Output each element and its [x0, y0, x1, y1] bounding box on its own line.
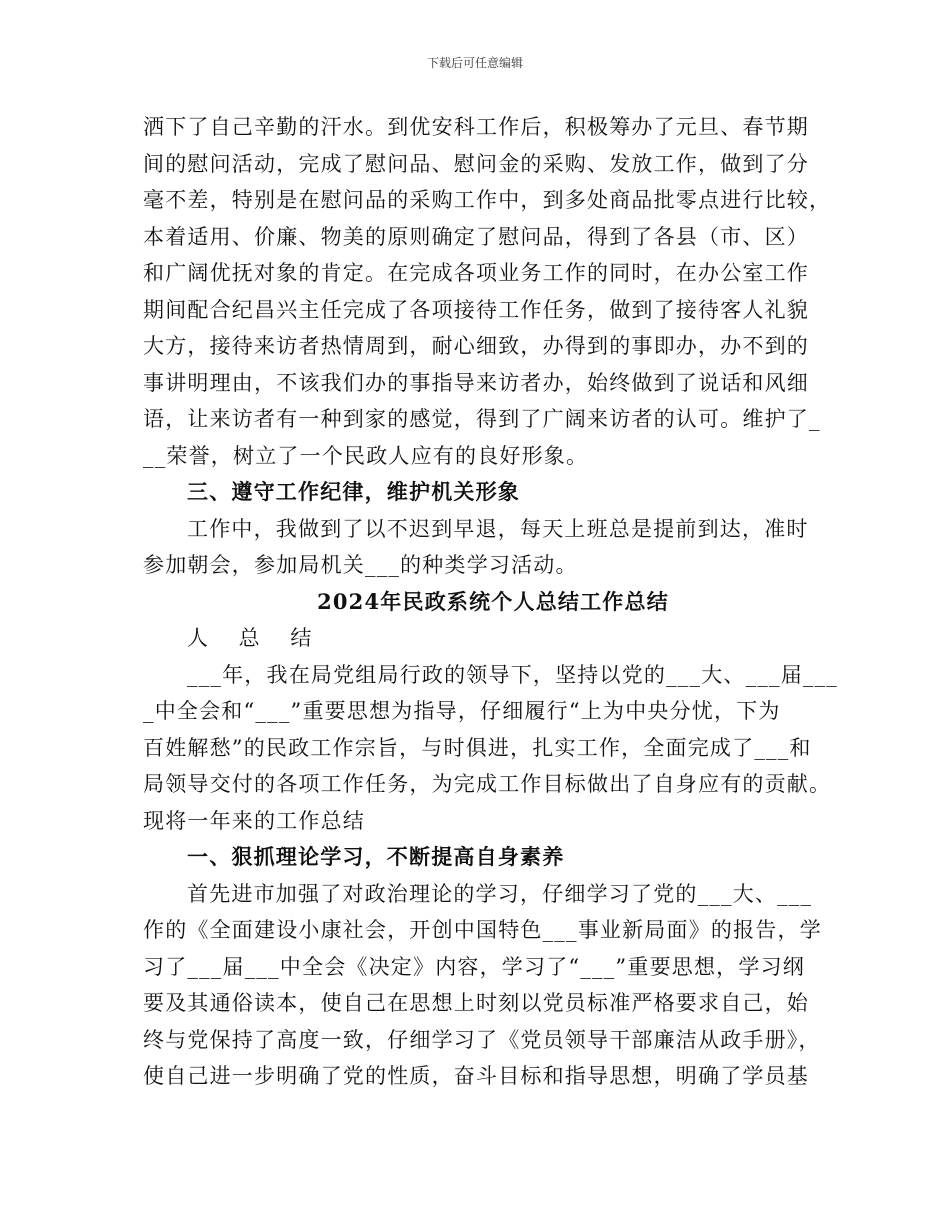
body-line: 大方，接待来访者热情周到，耐心细致，办得到的事即办，办不到的	[143, 334, 809, 358]
body-line: 事讲明理由，不该我们办的事指导来访者办，始终做到了说话和风细	[143, 370, 809, 395]
body-line: 作的《全面建设小康社会，开创中国特色___事业新局面》的报告，学	[143, 918, 822, 942]
header-note: 下载后可任意编辑	[426, 56, 523, 70]
document-title: 2024年民政系统个人总结工作总结	[317, 588, 669, 614]
body-line: 现将一年来的工作总结	[143, 808, 365, 833]
body-line: 局领导交付的各项工作任务，为完成工作目标做出了自身应有的贡献。	[143, 772, 832, 796]
body-line: 语，让来访者有一种到家的感觉，得到了广阔来访者的认可。维护了_	[143, 407, 821, 431]
body-line: 洒下了自己辛勤的汗水。到优安科工作后，积极筹办了元旦、春节期	[143, 115, 809, 139]
body-line: 百姓解愁”的民政工作宗旨，与时俱进，扎实工作，全面完成了___和	[143, 735, 812, 760]
section-heading: 三、遵守工作纪律，维护机关形象	[187, 479, 520, 504]
body-line: 使自己进一步明确了党的性质，奋斗目标和指导思想，明确了学员基	[143, 1064, 809, 1088]
document-body	[143, 109, 838, 1095]
body-line: 毫不差，特别是在慰问品的采购工作中，到多处商品批零点进行比较，	[143, 188, 832, 212]
body-line: 和广阔优抚对象的肯定。在完成各项业务工作的同时，在办公室工作	[143, 261, 809, 285]
body-line: 间的慰问活动，完成了慰问品、慰问金的采购、发放工作，做到了分	[143, 151, 809, 176]
body-line: 本着适用、价廉、物美的原则确定了慰问品，得到了各县（市、区）	[143, 224, 809, 249]
subtitle-line: 人 总 结	[187, 626, 324, 650]
body-line: 首先进市加强了对政治理论的学习，仔细学习了党的___大、___	[187, 881, 813, 906]
body-line: 工作中，我做到了以不迟到早退，每天上班总是提前到达，准时	[187, 516, 809, 541]
body-line: _中全会和“___”重要思想为指导，仔细履行“上为中央分忧，下为	[143, 699, 781, 723]
section-heading: 一、狠抓理论学习，不断提高自身素养	[187, 844, 565, 869]
body-line: 参加朝会，参加局机关___的种类学习活动。	[143, 553, 578, 577]
body-line: ___年，我在局党组局行政的领导下，坚持以党的___大、___届___	[187, 662, 838, 687]
body-line: 习了___届___中全会《决定》内容，学习了“___”重要思想，学习纲	[143, 954, 805, 979]
body-line: 期间配合纪昌兴主任完成了各项接待工作任务，做到了接待客人礼貌	[143, 297, 809, 322]
body-line: __荣誉，树立了一个民政人应有的良好形象。	[143, 443, 589, 468]
body-line: 终与党保持了高度一致，仔细学习了《党员领导干部廉洁从政手册》，	[143, 1027, 821, 1052]
body-line: 要及其通俗读本，使自己在思想上时刻以党员标准严格要求自己，始	[143, 991, 809, 1015]
